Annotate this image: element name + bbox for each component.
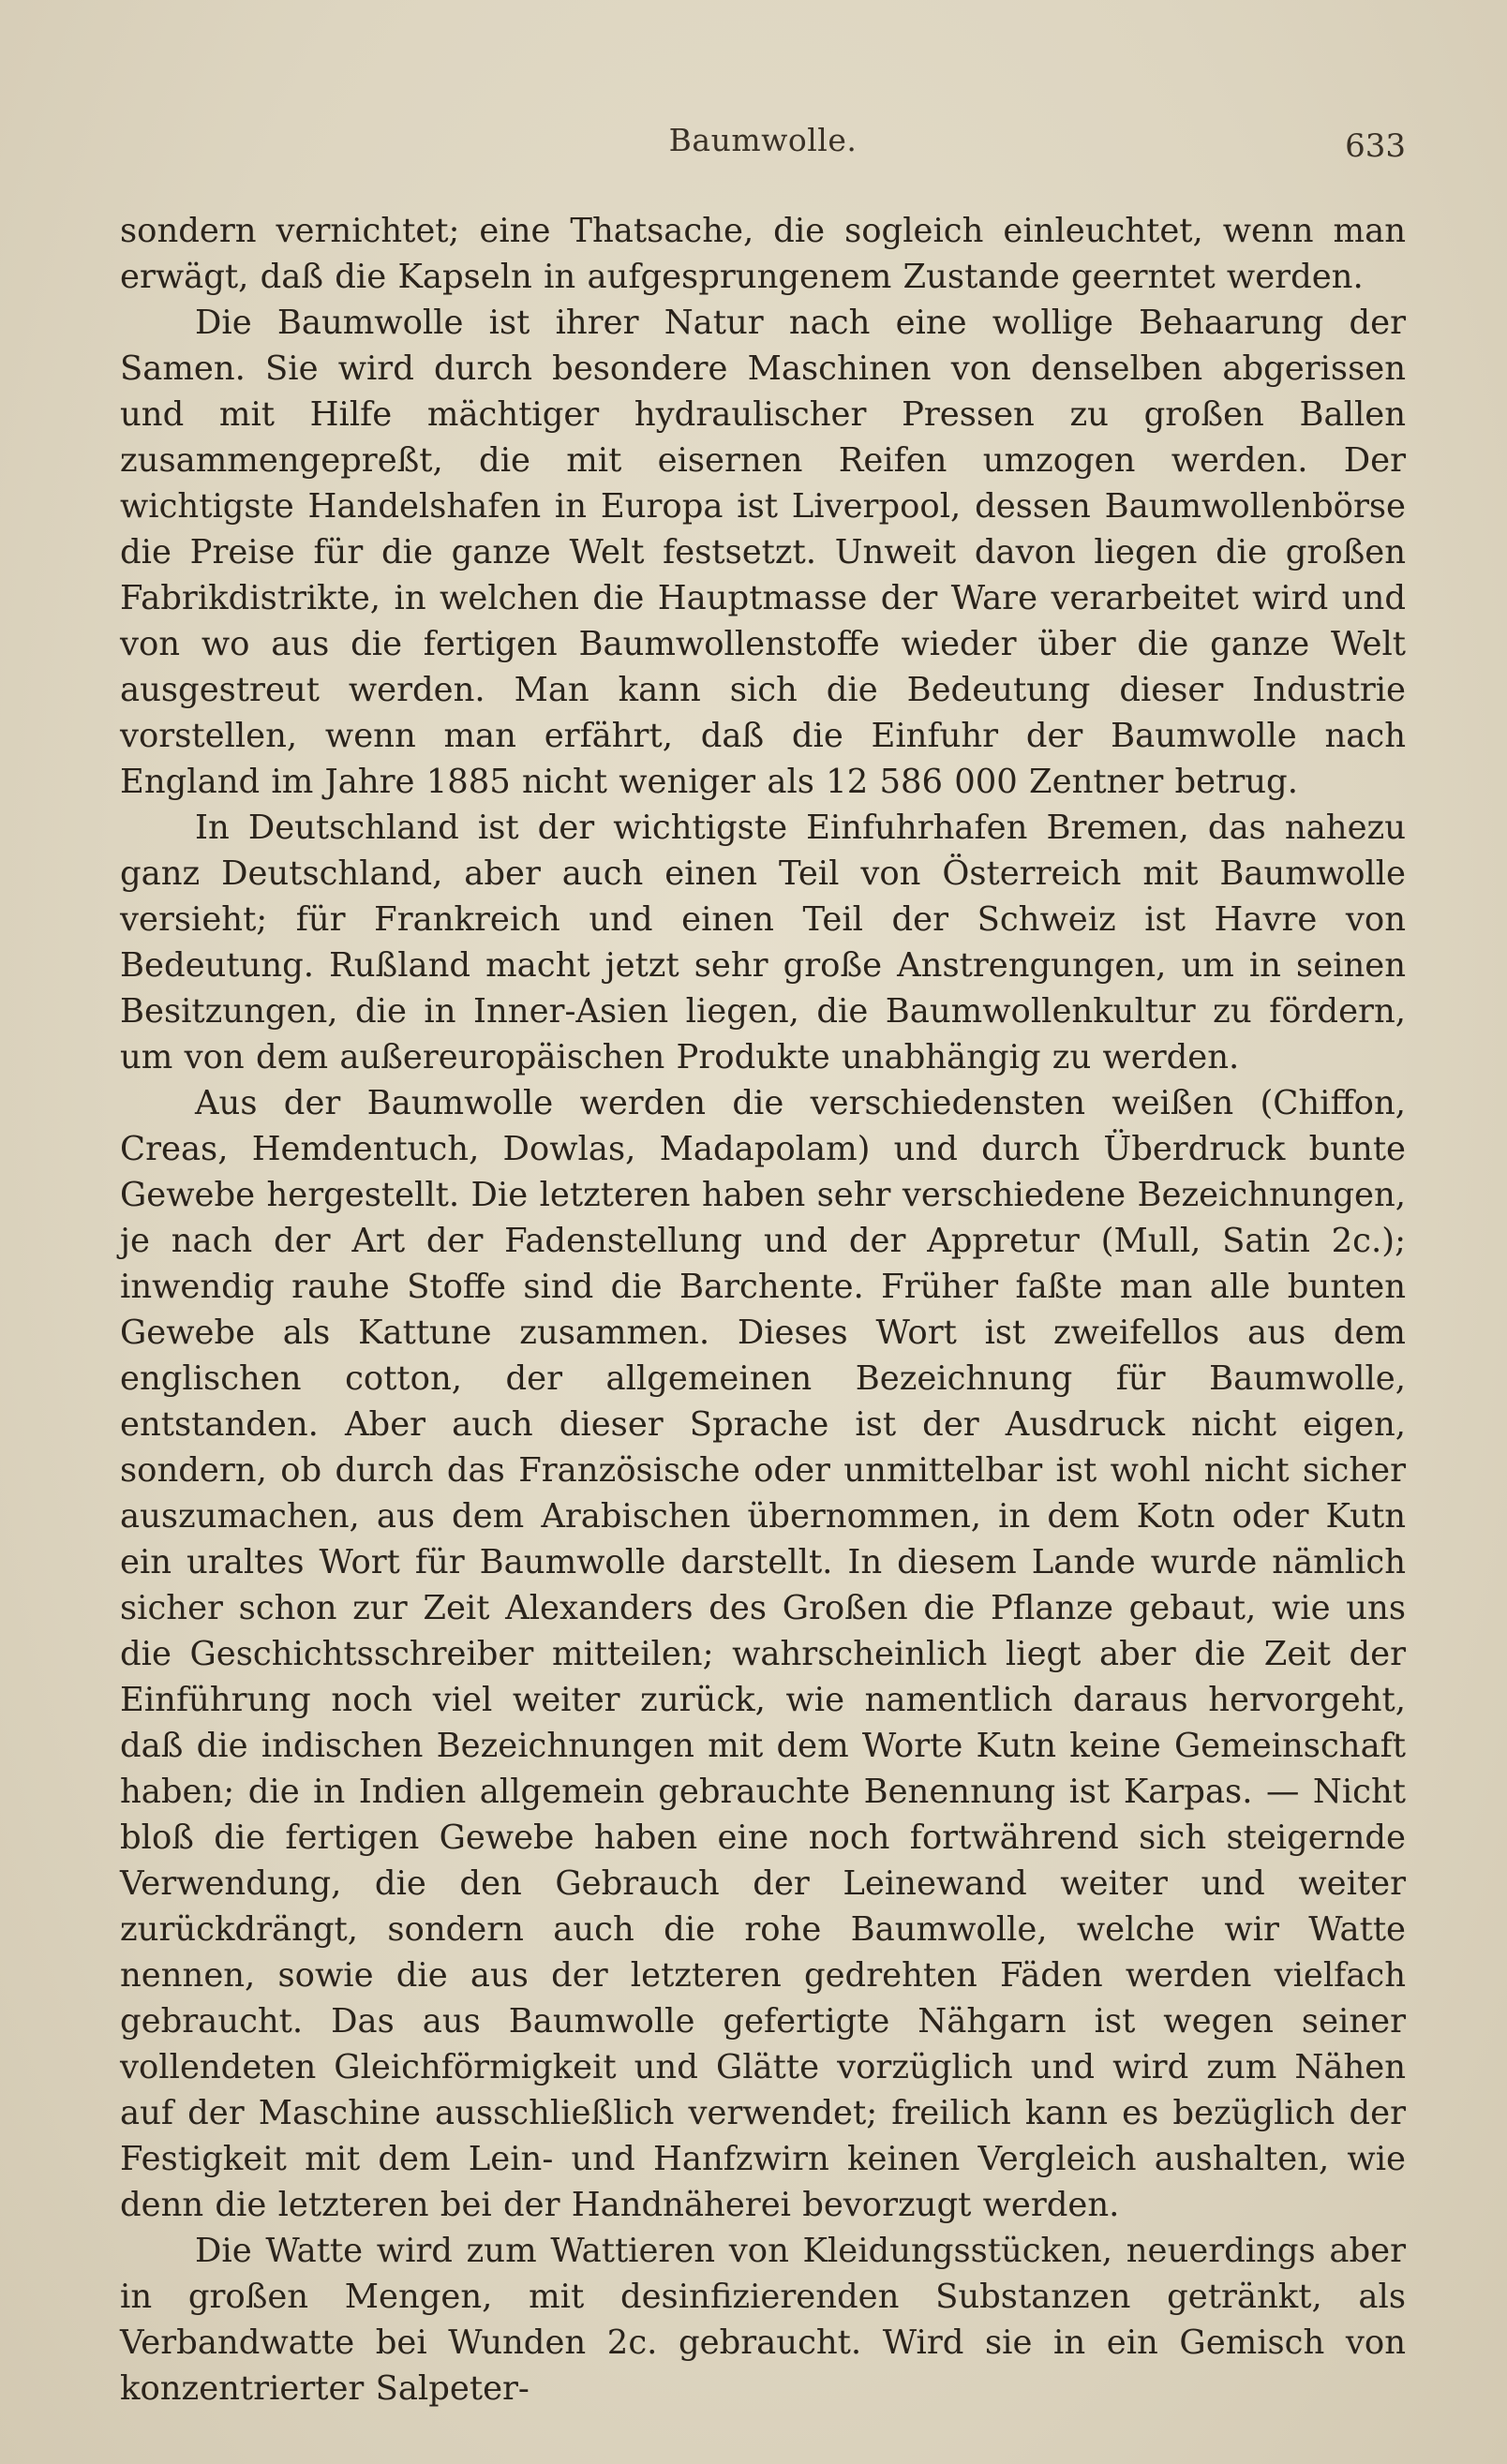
running-head: Baumwolle. bbox=[668, 122, 858, 158]
paragraph-continued: sondern vernichtet; eine Thatsache, die sogleich einleuchtet, wenn man erwägt, daß die Kapseln in aufgesprungenem Zustande geerntet werden. bbox=[120, 212, 1406, 296]
body-text bbox=[120, 208, 1406, 2412]
paragraph: In Deutschland ist der wichtigste Einfuhrhafen Bremen, das nahezu ganz Deutschland, aber auch einen Teil von Österreich mit Baumwolle versieht; für Frankreich und einen Teil der Schweiz ist Havre von Bedeutung. Rußland macht jetzt sehr große Anstrengungen, um in seinen Besitzungen, die in Inner-Asien liegen, die Baumwollenkultur zu fördern, um von dem außereuropäischen Produkte unabhängig zu werden. bbox=[120, 809, 1406, 1076]
paragraph: Die Watte wird zum Wattieren von Kleidungsstücken, neuerdings aber in großen Mengen, mit desinfizierenden Substanzen getränkt, als Verbandwatte bei Wunden 2c. gebraucht. Wird sie in ein Gemisch von konzentrierter Salpeter- bbox=[120, 2232, 1406, 2408]
paragraph: Aus der Baumwolle werden die verschiedensten weißen (Chiffon, Creas, Hemdentuch, Dowlas, Madapolam) und durch Überdruck bunte Gewebe hergestellt. Die letzteren haben sehr verschiedene Bezeichnungen, je nach der Art der Fadenstellung und der Appretur (Mull, Satin 2c.); inwendig rauhe Stoffe sind die Barchente. Früher faßte man alle bunten Gewebe als Kattune zusammen. Dieses Wort ist zweifellos aus dem englischen cotton, der allgemeinen Bezeichnung für Baumwolle, entstanden. Aber auch dieser Sprache ist der Ausdruck nicht eigen, sondern, ob durch das Französische oder unmittelbar ist wohl nicht sicher auszumachen, aus dem Arabischen übernommen, in dem Kotn oder Kutn ein uraltes Wort für Baumwolle darstellt. In diesem Lande wurde nämlich sicher schon zur Zeit Alexanders des Großen die Pflanze gebaut, wie uns die Geschichtsschreiber mitteilen; wahrscheinlich liegt aber die Zeit der Einführung noch viel weiter zurück, wie namentlich daraus hervorgeht, daß die indischen Bezeichnungen mit dem Worte Kutn keine Gemeinschaft haben; die in Indien allgemein gebrauchte Benennung ist Karpas. — Nicht bloß die fertigen Gewebe haben eine noch fortwährend sich steigernde Verwendung, die den Gebrauch der Leinewand weiter und weiter zurückdrängt, sondern auch die rohe Baumwolle, welche wir Watte nennen, sowie die aus der letzteren gedrehten Fäden werden vielfach gebraucht. Das aus Baumwolle gefertigte Nähgarn ist wegen seiner vollendeten Gleichförmigkeit und Glätte vorzüglich und wird zum Nähen auf der Maschine ausschließlich verwendet; freilich kann es bezüglich der Festigkeit mit dem Lein- und Hanfzwirn keinen Vergleich aushalten, wie denn die letzteren bei der Handnäherei bevorzugt werden. bbox=[120, 1084, 1406, 2224]
page-header bbox=[120, 122, 1406, 169]
page-number: 633 bbox=[1345, 127, 1406, 165]
paragraph: Die Baumwolle ist ihrer Natur nach eine wollige Behaarung der Samen. Sie wird durch besondere Maschinen von denselben abgerissen und mit Hilfe mächtiger hydraulischer Pressen zu großen Ballen zusammengepreßt, die mit eisernen Reifen umzogen werden. Der wichtigste Handelshafen in Europa ist Liverpool, dessen Baumwollenbörse die Preise für die ganze Welt festsetzt. Unweit davon liegen die großen Fabrikdistrikte, in welchen die Hauptmasse der Ware verarbeitet wird und von wo aus die fertigen Baumwollenstoffe wieder über die ganze Welt ausgestreut werden. Man kann sich die Bedeutung dieser Industrie vorstellen, wenn man erfährt, daß die Einfuhr der Baumwolle nach England im Jahre 1885 nicht weniger als 12 586 000 Zentner betrug. bbox=[120, 304, 1406, 801]
